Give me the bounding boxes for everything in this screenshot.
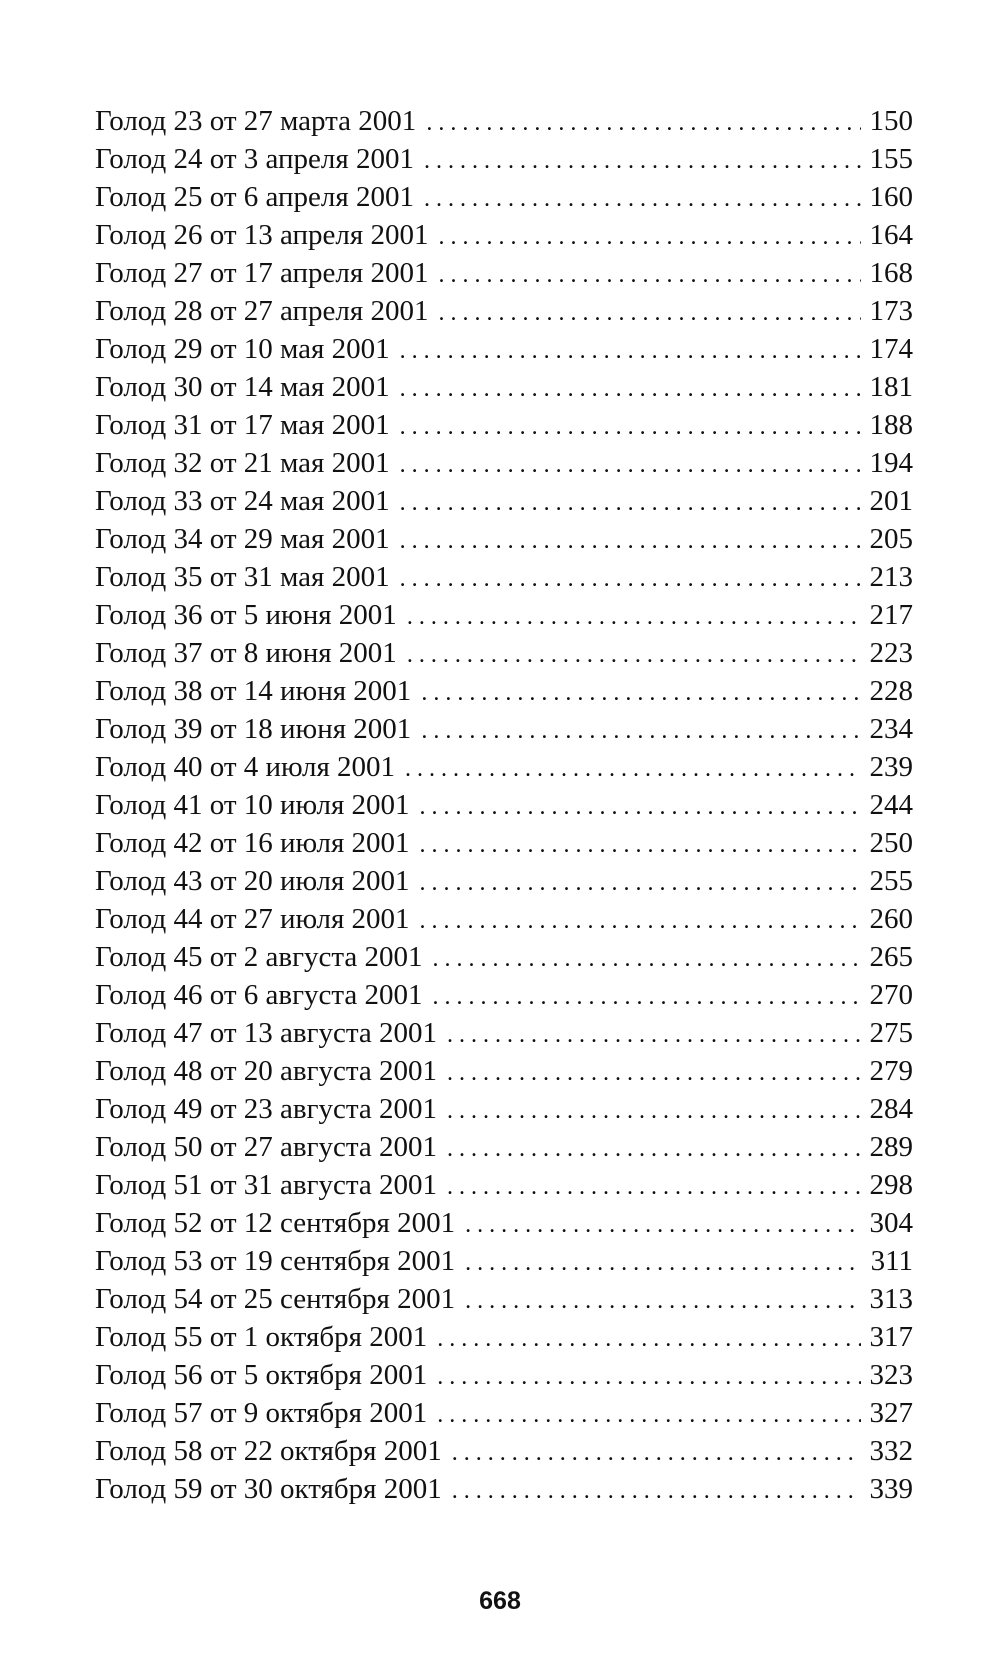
toc-entry-page: 201 [869,485,913,517]
toc-entry [95,368,913,406]
toc-entry-page: 270 [869,979,913,1011]
toc-entry-title: Голод 57 от 9 октября 2001 [95,1397,428,1429]
toc-entry-page: 213 [869,561,913,593]
toc-entry-page: 164 [869,219,913,251]
toc-entry-page: 284 [869,1093,913,1125]
dot-leader [424,142,861,180]
toc-entry [95,862,913,900]
toc-entry-page: 332 [869,1435,913,1467]
toc-entry-title: Голод 32 от 21 мая 2001 [95,447,390,479]
toc-entry [95,254,913,292]
toc-entry [95,938,913,976]
dot-leader [400,408,861,446]
toc-entry-page: 181 [869,371,913,403]
toc-entry [95,1128,913,1166]
dot-leader [400,370,861,408]
toc-entry [95,976,913,1014]
toc-entry [95,140,913,178]
toc-entry-page: 265 [869,941,913,973]
toc-entry-title: Голод 45 от 2 августа 2001 [95,941,423,973]
toc-entry-page: 239 [869,751,913,783]
toc-entry [95,558,913,596]
dot-leader [421,674,861,712]
toc-entry [95,748,913,786]
toc-entry [95,1470,913,1508]
toc-entry-title: Голод 51 от 31 августа 2001 [95,1169,437,1201]
dot-leader [421,712,861,750]
toc-entry-title: Голод 28 от 27 апреля 2001 [95,295,429,327]
dot-leader [438,256,861,294]
toc-entry-title: Голод 55 от 1 октября 2001 [95,1321,428,1353]
dot-leader [437,1320,861,1358]
dot-leader [420,902,861,940]
toc-entry-page: 311 [870,1245,913,1277]
toc-entry [95,1356,913,1394]
dot-leader [400,332,861,370]
toc-entry [95,102,913,140]
toc-entry [95,1280,913,1318]
toc-entry [95,178,913,216]
dot-leader [438,218,861,256]
dot-leader [452,1472,861,1510]
toc-entry-title: Голод 40 от 4 июля 2001 [95,751,396,783]
toc-entry-page: 244 [869,789,913,821]
toc-entry-page: 323 [869,1359,913,1391]
toc-entry-title: Голод 50 от 27 августа 2001 [95,1131,437,1163]
toc-entry-page: 155 [869,143,913,175]
toc-entry [95,330,913,368]
toc-entry-page: 260 [869,903,913,935]
toc-entry-page: 228 [869,675,913,707]
toc-entry-page: 317 [869,1321,913,1353]
page-number: 668 [479,1587,521,1615]
toc-entry [95,672,913,710]
dot-leader [407,636,861,674]
toc-entry-page: 275 [869,1017,913,1049]
dot-leader [447,1168,861,1206]
toc-entry-title: Голод 49 от 23 августа 2001 [95,1093,437,1125]
dot-leader [465,1244,861,1282]
dot-leader [433,940,862,978]
toc-entry-page: 188 [869,409,913,441]
toc-entry [95,520,913,558]
toc-entry-page: 298 [869,1169,913,1201]
dot-leader [420,826,861,864]
toc-entry [95,634,913,672]
toc-entry [95,292,913,330]
toc-entry-page: 313 [869,1283,913,1315]
toc-entry-title: Голод 54 от 25 сентября 2001 [95,1283,456,1315]
toc-entry [95,1394,913,1432]
dot-leader [447,1092,861,1130]
toc-entry [95,900,913,938]
dot-leader [400,560,861,598]
toc-entry [95,1432,913,1470]
toc-entry-title: Голод 35 от 31 мая 2001 [95,561,390,593]
toc-entry [95,1242,913,1280]
toc-entry-page: 174 [869,333,913,365]
toc-entry-title: Голод 25 от 6 апреля 2001 [95,181,414,213]
dot-leader [400,446,861,484]
toc-entry-title: Голод 23 от 27 марта 2001 [95,105,417,137]
toc-entry-title: Голод 43 от 20 июля 2001 [95,865,410,897]
toc-entry-page: 194 [869,447,913,479]
toc-entry [95,1090,913,1128]
toc-entry-page: 279 [869,1055,913,1087]
dot-leader [452,1434,861,1472]
toc-entry-title: Голод 52 от 12 сентября 2001 [95,1207,456,1239]
toc-entry [95,1052,913,1090]
toc-entry-page: 234 [869,713,913,745]
dot-leader [465,1282,861,1320]
dot-leader [438,294,861,332]
toc-entry-page: 160 [869,181,913,213]
toc-entry [95,824,913,862]
toc-entry-title: Голод 24 от 3 апреля 2001 [95,143,414,175]
dot-leader [400,484,861,522]
dot-leader [420,864,861,902]
toc-entry-page: 173 [869,295,913,327]
toc-entry [95,1166,913,1204]
dot-leader [405,750,861,788]
dot-leader [407,598,861,636]
toc-entry-title: Голод 33 от 24 мая 2001 [95,485,390,517]
dot-leader [424,180,861,218]
toc-entry-title: Голод 59 от 30 октября 2001 [95,1473,442,1505]
toc-entry-page: 255 [869,865,913,897]
toc-entry-page: 304 [869,1207,913,1239]
toc-entry-page: 205 [869,523,913,555]
dot-leader [433,978,862,1016]
toc-entry [95,710,913,748]
toc-entry-page: 217 [869,599,913,631]
toc-entry-title: Голод 30 от 14 мая 2001 [95,371,390,403]
dot-leader [465,1206,861,1244]
toc-entry [95,1014,913,1052]
toc-entry-title: Голод 38 от 14 июня 2001 [95,675,412,707]
toc-entry-title: Голод 53 от 19 сентября 2001 [95,1245,456,1277]
toc-entry [95,444,913,482]
toc-entry-title: Голод 36 от 5 июня 2001 [95,599,397,631]
dot-leader [420,788,861,826]
toc-entry-title: Голод 56 от 5 октября 2001 [95,1359,428,1391]
toc-entry-page: 339 [869,1473,913,1505]
dot-leader [437,1396,861,1434]
toc-entry [95,596,913,634]
toc-entry-title: Голод 27 от 17 апреля 2001 [95,257,429,289]
toc-entry-page: 168 [869,257,913,289]
toc-entry-page: 250 [869,827,913,859]
toc-entry-title: Голод 41 от 10 июля 2001 [95,789,410,821]
table-of-contents [95,102,913,1508]
dot-leader [447,1016,861,1054]
toc-entry-page: 223 [869,637,913,669]
toc-entry-page: 150 [869,105,913,137]
toc-entry [95,786,913,824]
toc-entry [95,1318,913,1356]
dot-leader [426,104,861,142]
toc-entry-page: 289 [869,1131,913,1163]
toc-entry-title: Голод 37 от 8 июня 2001 [95,637,397,669]
toc-entry-page: 327 [869,1397,913,1429]
dot-leader [400,522,861,560]
toc-entry-title: Голод 58 от 22 октября 2001 [95,1435,442,1467]
toc-entry [95,216,913,254]
toc-entry-title: Голод 34 от 29 мая 2001 [95,523,390,555]
toc-entry [95,406,913,444]
toc-entry-title: Голод 46 от 6 августа 2001 [95,979,423,1011]
toc-entry-title: Голод 44 от 27 июля 2001 [95,903,410,935]
toc-entry [95,482,913,520]
toc-entry-title: Голод 47 от 13 августа 2001 [95,1017,437,1049]
toc-entry [95,1204,913,1242]
dot-leader [437,1358,861,1396]
toc-entry-title: Голод 29 от 10 мая 2001 [95,333,390,365]
dot-leader [447,1130,861,1168]
dot-leader [447,1054,861,1092]
toc-entry-title: Голод 31 от 17 мая 2001 [95,409,390,441]
toc-entry-title: Голод 48 от 20 августа 2001 [95,1055,437,1087]
toc-entry-title: Голод 39 от 18 июня 2001 [95,713,412,745]
toc-entry-title: Голод 26 от 13 апреля 2001 [95,219,429,251]
toc-entry-title: Голод 42 от 16 июля 2001 [95,827,410,859]
